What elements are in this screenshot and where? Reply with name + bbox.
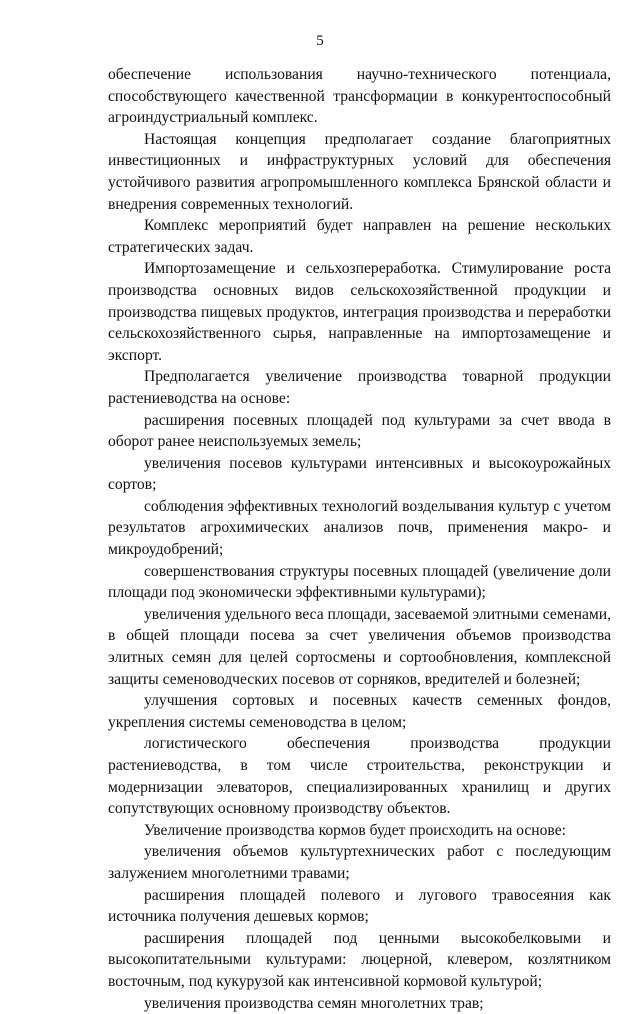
paragraph: Импортозамещение и сельхозпереработка. Стимулирование роста производства основных видов сельскохозяйственной продукции и производства пищевых продуктов, интеграция производства и переработки сельскохозяйственного сырья, направленные на импортозамещение и экспорт. <box>108 260 611 364</box>
paragraph: увеличения производства семян многолетних трав; <box>144 994 484 1012</box>
paragraph: Настоящая концепция предполагает создание благоприятных инвестиционных и инфраструктурных условий для обеспечения устойчивого развития агропромышленного комплекса Брянской области и внедрения современных технологий. <box>108 130 611 213</box>
paragraph: увеличения удельного веса площади, засеваемой элитными семенами, в общей площади посева за счет увеличения объемов производства элитных семян для целей сортосмены и сортообновления, комплексной защиты семеноводческих посевов от сорняков, вредителей и болезней; <box>108 605 611 688</box>
page-number: 5 <box>316 33 324 49</box>
paragraph: Увеличение производства кормов будет происходить на основе: <box>144 821 566 839</box>
paragraph: совершенствования структуры посевных площадей (увеличение доли площади под экономически эффективными культурами); <box>108 562 611 602</box>
paragraph: улучшения сортовых и посевных качеств семенных фондов, укрепления системы семеноводства в целом; <box>108 692 611 731</box>
paragraph: расширения площадей полевого и лугового травосеяния как источника получения дешевых кормов; <box>108 886 611 926</box>
paragraph: соблюдения эффективных технологий возделывания культур с учетом результатов агрохимических анализов почв, применения макро- и микроудобрений; <box>108 497 611 559</box>
paragraph: логистического обеспечения производства продукции растениеводства, в том числе строительства, реконструкции и модернизации элеваторов, специализированных хранилищ и других сопутствующих основному производству объектов. <box>108 735 611 818</box>
paragraph: обеспечение использования научно-технического потенциала, способствующего качественной трансформации в конкурентоспособный агроиндустриальный комплекс. <box>108 66 611 127</box>
paragraph: Комплекс мероприятий будет направлен на решение нескольких стратегических задач. <box>108 217 611 256</box>
paragraph: расширения посевных площадей под культурами за счет ввода в оборот ранее неиспользуемых земель; <box>108 411 611 451</box>
paragraph: расширения площадей под ценными высокобелковыми и высокопитательными культурами: люцерной, клевером, козлятником восточным, под кукурузой как интенсивной кормовой культурой; <box>108 929 611 990</box>
paragraph: увеличения объемов культуртехнических работ с последующим залужением многолетними травами; <box>108 843 611 882</box>
paragraph: Предполагается увеличение производства товарной продукции растениеводства на основе: <box>108 368 611 407</box>
paragraph: увеличения посевов культурами интенсивных и высокоурожайных сортов; <box>108 454 611 494</box>
document-body <box>108 64 611 1014</box>
